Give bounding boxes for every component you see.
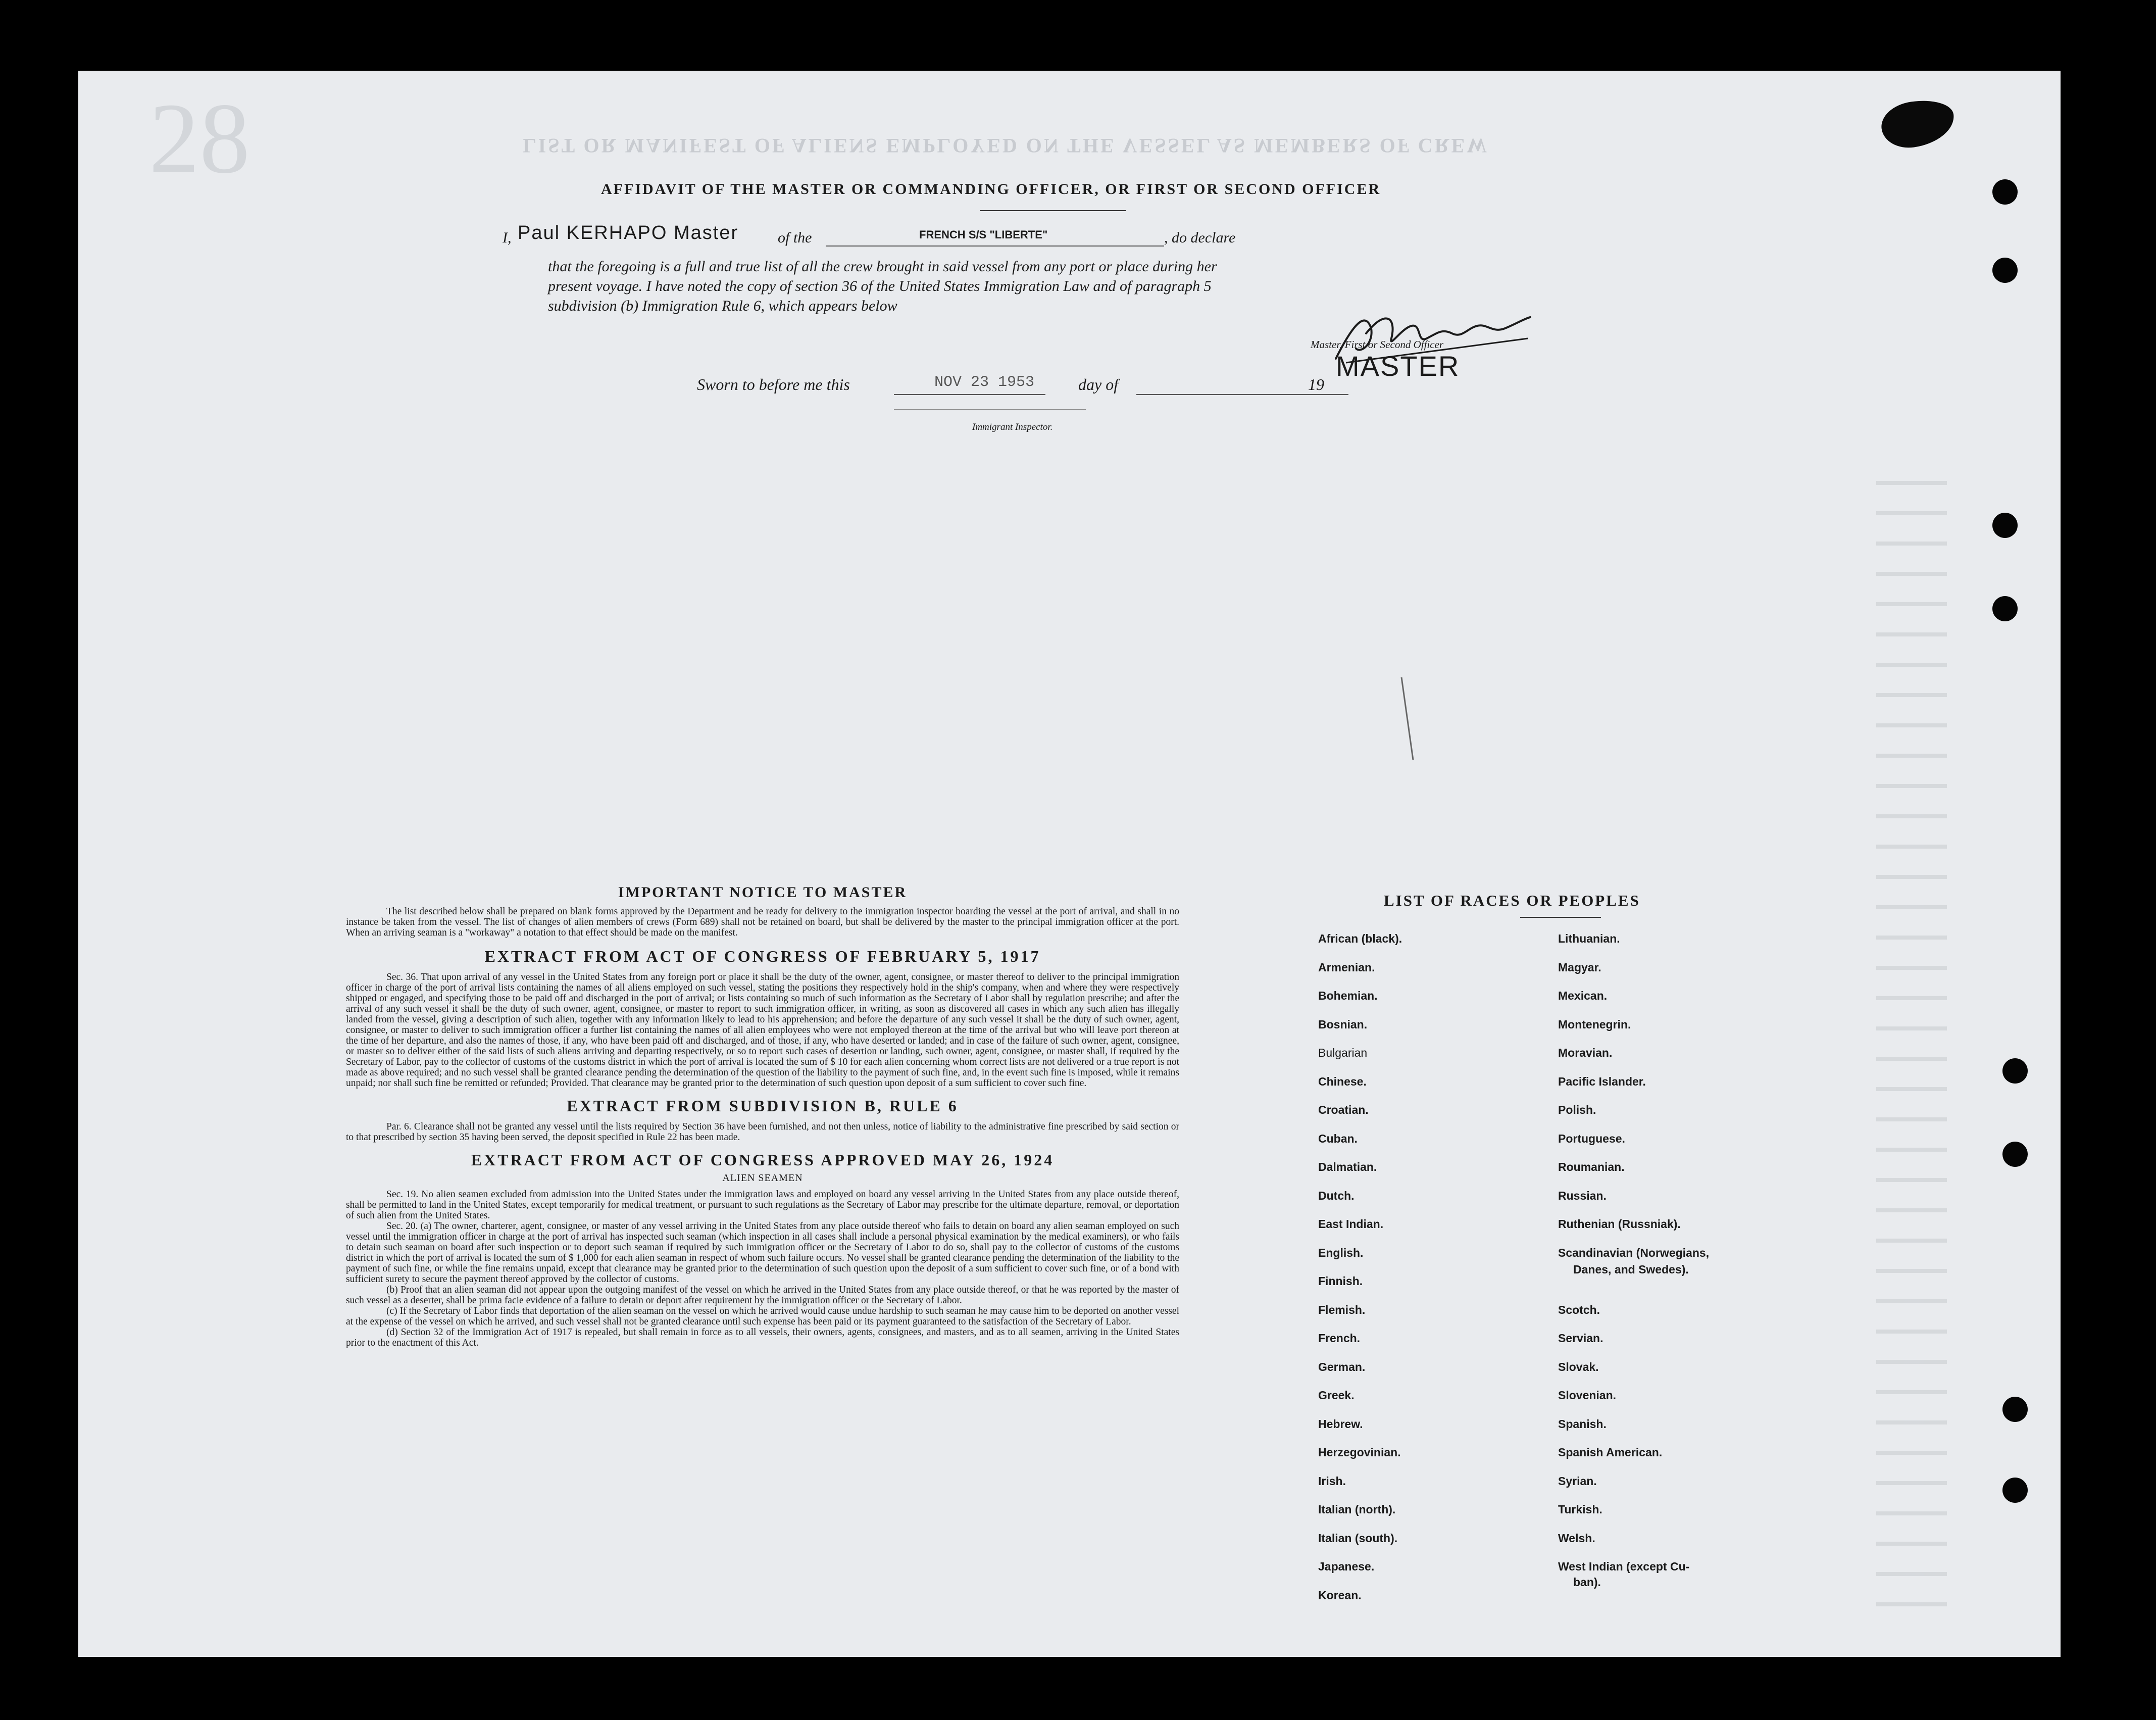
race-item: Cuban. [1318,1132,1358,1145]
year-prefix: 19 [1308,375,1324,394]
race-item: Russian. [1558,1189,1607,1202]
inspector-label: Immigrant Inspector. [972,422,1053,432]
race-item: Croatian. [1318,1103,1369,1116]
race-item: Pacific Islander. [1558,1074,1646,1088]
master-stamp: MASTER [1336,350,1460,382]
race-item: Syrian. [1558,1474,1597,1488]
race-item: Ruthenian (Russniak). [1558,1217,1681,1231]
extract3-sec20b: (b) Proof that an alien seaman did not appear upon the outgoing manifest of the vessel on which he arrived in the United States from any place outside thereof, or that he was reported by the master of such vessel as a deserter, shall be prima facie evidence of a failure to detain or deport after requirement by the immigration officer or the Secretary of Labor. [346,1285,1179,1306]
bleed-through-column [1876,455,1947,1616]
punch-hole [2002,1478,2028,1503]
race-item: Lithuanian. [1558,932,1620,945]
race-item: Roumanian. [1558,1160,1625,1173]
extract2-body: Par. 6. Clearance shall not be granted any vessel until the lists required by Section 36 have been furnished, and not then unless, notice of liability to the administrative fine prescribed by said section or to that prescribed by section 35 having been served, the deposit specified in Rule 22 has been made. [346,1121,1179,1143]
do-declare-label: , do declare [1164,229,1236,246]
extract3-sec20a: Sec. 20. (a) The owner, charterer, agent, consignee, or master of any vessel arriving in the United States from any place outside thereof who fails to detain on board any alien seaman employed on such vessel until the immigration officer in charge at the port of arrival has inspected such seaman (which inspection in all cases shall include a personal physical examination by the medical examiners), or who fails to detain such seaman on board after such inspection or to deport such seaman if required by such immigration officer or the Secretary of Labor to do so, shall pay to the collector of customs of the customs district in which the port of arrival is located the sum of $ 1,000 for each alien seaman in respect of whom such failure occurs. No vessel shall be granted clearance pending the determination of the liability to the payment of such fine, or while the fine remains unpaid, except that clearance may be granted prior to the determination of such question upon the deposit of a sum sufficient to cover such fine, or of a bond with sufficient surety to secure the payment thereof approved by the collector of customs. [346,1221,1179,1285]
race-item: Polish. [1558,1103,1596,1116]
punch-hole [2002,1058,2028,1084]
race-item: Scandinavian (Norwegians, [1558,1246,1710,1259]
master-name-typed: Paul KERHAPO Master [518,222,739,243]
race-item: Hebrew. [1318,1417,1363,1431]
race-item: Servian. [1558,1332,1603,1345]
race-item: West Indian (except Cu- [1558,1560,1690,1573]
notice-title: IMPORTANT NOTICE TO MASTER [618,884,908,901]
extract1-title: EXTRACT FROM ACT OF CONGRESS OF FEBRUARY 5, 1917 [484,947,1041,965]
race-item: Korean. [1318,1588,1362,1602]
day-of-label: day of [1078,375,1119,394]
race-item: Dalmatian. [1318,1160,1377,1173]
race-item: Slovenian. [1558,1389,1617,1402]
race-item: Chinese. [1318,1074,1367,1088]
race-item: Turkish. [1558,1503,1602,1516]
race-item: English. [1318,1246,1364,1259]
race-item: East Indian. [1318,1217,1384,1231]
extract2-title: EXTRACT FROM SUBDIVISION B, RULE 6 [567,1097,959,1115]
ink-blot [1878,96,1957,151]
notice-section [346,884,1179,1348]
race-item: German. [1318,1360,1366,1373]
i-prefix: I, [503,229,512,246]
race-item: Danes, and Swedes). [1573,1263,1689,1276]
race-item: Scotch. [1558,1303,1600,1316]
race-item: Welsh. [1558,1531,1595,1545]
race-item: Spanish American. [1558,1446,1663,1459]
race-item: Greek. [1318,1389,1355,1402]
sworn-text: Sworn to before me this [697,375,850,394]
extract3-title: EXTRACT FROM ACT OF CONGRESS APPROVED MAY 26, 1924 [471,1151,1055,1169]
race-item: Italian (south). [1318,1531,1398,1545]
punch-hole [1992,513,2018,538]
document-page [78,71,2061,1657]
of-the-label: of the [778,229,812,246]
extract3-sec19: Sec. 19. No alien seamen excluded from admission into the United States under the immigration laws and employed on board any vessel arriving in the United States from any place outside thereof, shall be permitted to land in the United States, except temporarily for medical treatment, or pursuant to such regulations as the Secretary of Labor may prescribe for the ultimate departure, removal, or deportation of such alien from the United States. [346,1189,1179,1221]
race-item: French. [1318,1332,1361,1345]
races-title-rule [1520,917,1601,918]
race-item: Bulgarian [1318,1046,1368,1059]
extract1-body: Sec. 36. That upon arrival of any vessel in the United States from any foreign port or place it shall be the duty of the owner, agent, consignee, or master thereof to deliver to the principal immigration officer in charge of the port of arrival lists containing the names of all aliens employed on such vessel, stating the positions they respectively hold in the ship's company, when and where they were respectively shipped or engaged, and specifying those to be paid off and discharged in the port of arrival; or lists containing so much of such information as the Secretary of Labor shall by regulation prescribe; and after the arrival of any such vessel it shall be the duty of such owner, agent, consignee, or master to report to such immigration officer, in writing, as soon as discovered all cases in which any such alien has illegally landed from the vessel, giving a description of such alien, together with any information likely to lead to his apprehension; and before the departure of any such vessel it shall be the duty of such owner, agent, consignee, or master to deliver to such immigration officer a further list containing the names of all alien employees who were not employed thereon at the time of the arrival but who will leave port thereon at the time of her departure, and also the names of those, if any, who have been paid off and discharged, and of those, if any, who have deserted or landed; and in case of the failure of such owner, agent, consignee, or master so to deliver either of the said lists of such aliens arriving and departing respectively, or so to report such cases of desertion or landing, such owner, agent, consignee, or master shall, if required by the Secretary of Labor, pay to the collector of customs of the customs district in which the port of arrival is located the sum of $ 10 for each alien concerning whom correct lists are not delivered or a true report is not made as above required; and no such vessel shall be granted clearance pending the determination of the question of the liability to the payment of such fine, and, in the event such fine is imposed, while it remains unpaid; nor shall such fine be remitted or refunded; Provided. That clearance may be granted prior to the determination of such question upon deposit of a sum sufficient to cover such fine. [346,972,1179,1089]
title-rule [980,210,1126,211]
race-item: Montenegrin. [1558,1017,1631,1031]
faded-page-number: 28 [149,83,250,194]
race-item: Bosnian. [1318,1017,1368,1031]
race-item: Herzegovinian. [1318,1446,1401,1459]
punch-hole [2002,1397,2028,1422]
extract3-sec20c: (c) If the Secretary of Labor finds that deportation of the alien seaman on the vessel on which he arrived would cause undue hardship to such seaman he may cause him to be deported on another vessel at the expense of the vessel on which he arrived, and such vessel shall not be granted clearance until such expense has been paid or its payment guaranteed to the satisfaction of the Secretary of Labor. [346,1306,1179,1327]
race-item: Finnish. [1318,1274,1363,1288]
race-item: Armenian. [1318,960,1375,974]
race-item: Italian (north). [1318,1503,1396,1516]
affidavit-body: that the foregoing is a full and true list of all the crew brought in said vessel from any port or place during her present voyage. I have noted the copy of section 36 of the United States Immigration Law and of paragraph 5 subdivision (b) Immigration Rule 6, which appears below [548,258,1217,314]
extract3-sec20d: (d) Section 32 of the Immigration Act of 1917 is repealed, but shall remain in force as to all vessels, their owners, agents, consignees, and masters, and as to all seamen, arriving in the United States prior to the enactment of this Act. [346,1327,1179,1348]
race-item: Dutch. [1318,1189,1355,1202]
races-title: LIST OF RACES OR PEOPLES [1384,892,1640,909]
race-item: ban). [1573,1576,1601,1589]
faded-header: LIST OR MANIFEST OF ALIENS EMPLOYED ON THE VESSEL AS MEMBERS OF CREW [523,134,1489,157]
race-item: Magyar. [1558,960,1601,974]
race-item: Portuguese. [1558,1132,1625,1145]
punch-hole [1992,258,2018,283]
punch-hole [2002,1142,2028,1167]
stray-mark [1401,677,1414,760]
race-item: Bohemian. [1318,989,1378,1002]
race-item: Mexican. [1558,989,1608,1002]
race-item: Spanish. [1558,1417,1607,1431]
race-item: Flemish. [1318,1303,1366,1316]
declarant-line [503,222,1614,258]
race-item: Japanese. [1318,1560,1375,1573]
race-item: Moravian. [1558,1046,1613,1059]
race-item: Irish. [1318,1474,1346,1488]
date-stamp: NOV 23 1953 [934,374,1035,391]
race-item: Slovak. [1558,1360,1599,1373]
affidavit-title: AFFIDAVIT OF THE MASTER OR COMMANDING OFFICER, OR FIRST OR SECOND OFFICER [601,181,1381,198]
notice-body: The list described below shall be prepared on blank forms approved by the Department and be ready for delivery to the immigration inspector boarding the vessel at the port of arrival, and shall in no instance be taken from the vessel. The list of changes of alien members of crews (Form 689) shall not be retained on board, but shall be delivered by the master to the principal immigration officer at the port. When an arriving seaman is a "workaway" a notation to that effect should be made on the manifest. [346,906,1179,938]
punch-hole [1992,596,2018,621]
race-item: African (black). [1318,932,1402,945]
signature-label: Master, First or Second Officer [1311,338,1444,351]
punch-hole [1992,179,2018,205]
extract3-subtitle: ALIEN SEAMEN [722,1172,803,1184]
vessel-name-typed: FRENCH S/S "LIBERTE" [919,228,1048,241]
